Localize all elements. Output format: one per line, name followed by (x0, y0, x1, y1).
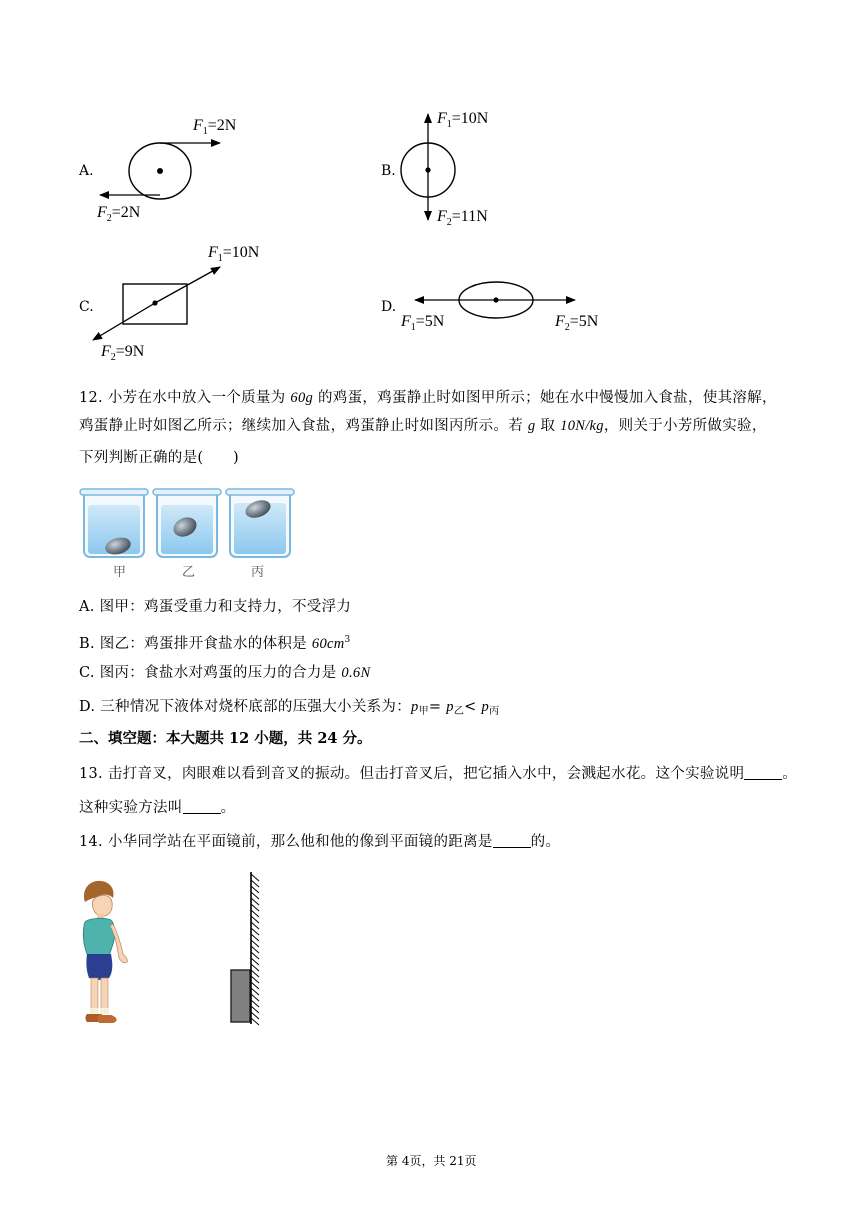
q13-blank-1 (744, 765, 782, 780)
q12-option-d: D. 三种情况下液体对烧杯底部的压强大小关系为：$p_甲= p_乙< p_丙$ (79, 699, 500, 717)
option-b-label: B. (381, 163, 396, 179)
boy-figure (83, 881, 127, 1023)
q12-option-a: A. 图甲：鸡蛋受重力和支持力，不受浮力 (79, 599, 352, 615)
beaker-label-jia: 甲 (113, 565, 127, 580)
beaker-label-yi: 乙 (182, 565, 196, 580)
option-c-f1-label: $F_1=10N$ (208, 244, 260, 265)
q12-option-b: B. 图乙：鸡蛋排开食盐水的体积是 $60cm^3$ (79, 635, 351, 652)
beaker-label-bing: 丙 (251, 565, 265, 580)
option-b-f2-label: $F_2=11N$ (437, 208, 488, 229)
q14-line-1: 14. 小华同学站在平面镜前，那么他和他的像到平面镜的距离是 的。 (79, 834, 561, 850)
q13-blank-2 (183, 799, 221, 814)
option-d-label: D. (381, 299, 397, 315)
q14-boy-mirror-figure (75, 868, 275, 1033)
option-d-f2-label: $F_2=5N$ (555, 313, 599, 334)
q13-line-2: 这种实验方法叫 。 (79, 800, 236, 816)
option-a-label: A. (79, 163, 94, 179)
object-block (231, 970, 250, 1022)
q13-line-1: 13. 击打音叉，肉眼难以看到音叉的振动。但击打音叉后，把它插入水中，会溅起水花。这个实验说明 。 (79, 766, 798, 782)
option-d-f1-label: $F_1=5N$ (401, 313, 445, 334)
option-c-f2-label: $F_2=9N$ (101, 343, 145, 364)
option-c-diagram (85, 250, 265, 350)
page-footer: 第 4页，共 21页 (386, 1154, 477, 1168)
section-2-heading: 二、填空题：本大题共 12 小题，共 24 分。 (79, 730, 372, 747)
q12-option-c: C. 图丙：食盐水对鸡蛋的压力的合力是 0.6N (79, 665, 371, 681)
q12-beakers-figure (78, 485, 298, 565)
option-a-f2-label: $F_2=2N$ (97, 204, 141, 225)
q12-line-2: 鸡蛋静止时如图乙所示；继续加入食盐，鸡蛋静止时如图丙所示。若 g 取 10N/kg，则关于小芳所做实验， (79, 418, 767, 434)
option-c-label: C. (79, 299, 94, 315)
option-a-f1-label: $F_1=2N$ (193, 117, 237, 138)
q12-line-1: 12. 小芳在水中放入一个质量为 60g 的鸡蛋，鸡蛋静止时如图甲所示；她在水中慢慢加入食盐，使其溶解， (79, 390, 777, 406)
q12-line-3: 下列判断正确的是( ) (79, 450, 239, 466)
option-b-f1-label: $F_1=10N$ (437, 110, 489, 131)
q14-blank (493, 833, 531, 848)
